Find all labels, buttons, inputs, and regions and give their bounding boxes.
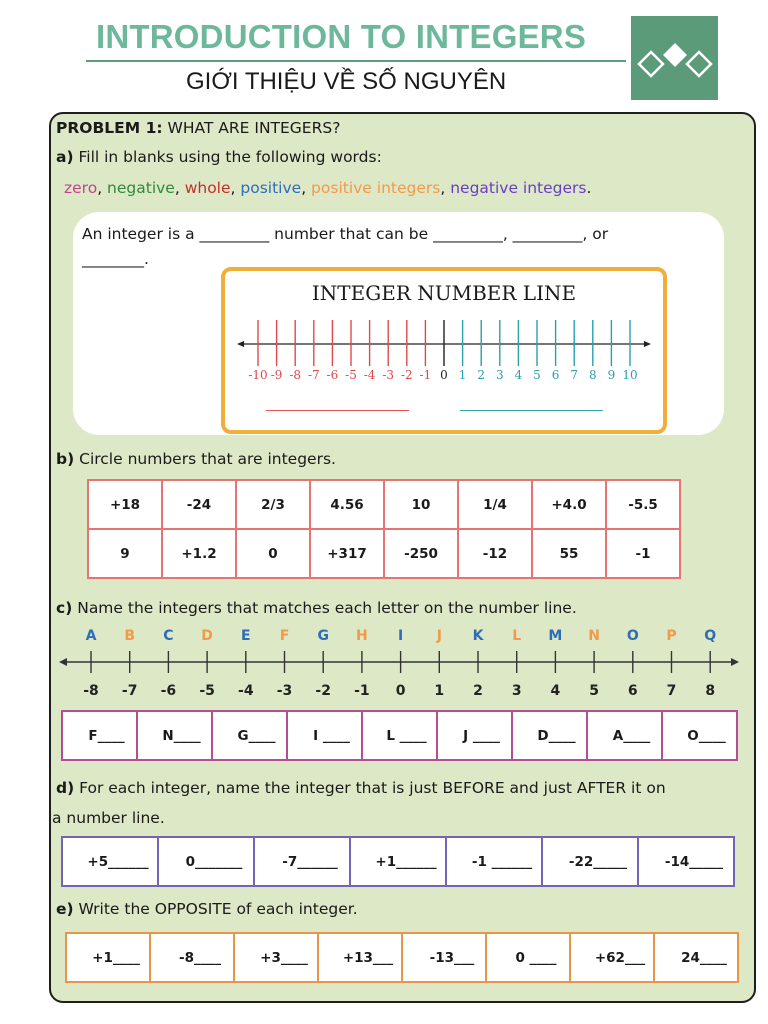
- letter-answer-cell[interactable]: D____: [512, 711, 587, 760]
- number-cell[interactable]: -24: [162, 480, 236, 529]
- tick-label: -5: [199, 683, 215, 699]
- point-letter: L: [512, 628, 522, 644]
- tick-label: 3: [511, 683, 522, 699]
- integers-table: [87, 479, 681, 579]
- letter-answer-cell[interactable]: O____: [662, 711, 737, 760]
- part-b-instruction: b) Circle numbers that are integers.: [56, 450, 336, 468]
- before-after-cell[interactable]: -22_____: [542, 837, 638, 886]
- number-cell[interactable]: 4.56: [310, 480, 384, 529]
- letter-answer-cell[interactable]: A____: [587, 711, 662, 760]
- letter-answer-cell[interactable]: J ____: [437, 711, 512, 760]
- tick-label: -4: [238, 683, 254, 699]
- tick-label: -1: [354, 683, 370, 699]
- tick-label: 5: [589, 683, 599, 699]
- word-separator: ,: [174, 179, 185, 197]
- tick-label: -6: [326, 368, 339, 382]
- title-underline: [86, 60, 626, 62]
- number-cell[interactable]: 10: [384, 480, 458, 529]
- number-cell[interactable]: -250: [384, 529, 458, 578]
- table-row: [88, 529, 680, 578]
- point-letter: J: [436, 628, 442, 644]
- arrow-right-icon: [644, 341, 651, 347]
- number-cell[interactable]: 55: [532, 529, 606, 578]
- fill-sentence-line2: ________.: [82, 250, 149, 268]
- letter-answer-cell[interactable]: G____: [212, 711, 287, 760]
- worksheet-subtitle: GIỚI THIỆU VỀ SỐ NGUYÊN: [186, 68, 507, 95]
- before-after-cell[interactable]: -14_____: [638, 837, 734, 886]
- diamonds-icon: [631, 16, 718, 100]
- tick-label: -3: [382, 368, 395, 382]
- word-separator: .: [586, 179, 592, 197]
- word-positive-integers: positive integers: [311, 179, 441, 197]
- tick-label: -4: [363, 368, 376, 382]
- letter-answer-cell[interactable]: L ____: [362, 711, 437, 760]
- opposite-table: [65, 932, 739, 983]
- fill-sentence-line1: An integer is a _________ number that can be _________, _________, or: [82, 225, 609, 243]
- integer-number-line: [225, 300, 665, 390]
- tick-label: 7: [570, 368, 579, 382]
- tick-label: 7: [666, 683, 677, 699]
- number-cell[interactable]: 0: [236, 529, 310, 578]
- before-after-table: [61, 836, 735, 887]
- letter-answer-cell[interactable]: F____: [62, 711, 137, 760]
- before-after-cell[interactable]: +5______: [62, 837, 158, 886]
- table-row: [62, 837, 734, 886]
- tick-label: -1: [419, 368, 432, 382]
- word-whole: whole: [184, 179, 231, 197]
- tick-label: 10: [622, 368, 638, 382]
- part-a-instruction: a) Fill in blanks using the following words:: [56, 148, 382, 166]
- number-cell[interactable]: 1/4: [458, 480, 532, 529]
- number-cell[interactable]: 2/3: [236, 480, 310, 529]
- number-cell[interactable]: +4.0: [532, 480, 606, 529]
- tick-label: -2: [315, 683, 331, 699]
- table-row: [66, 933, 738, 982]
- before-after-cell[interactable]: 0_______: [158, 837, 254, 886]
- part-d-instruction-line2: a number line.: [52, 809, 165, 827]
- point-letter: M: [548, 628, 563, 644]
- tick-label: -6: [160, 683, 177, 699]
- number-cell[interactable]: +18: [88, 480, 162, 529]
- tick-label: 6: [551, 368, 560, 382]
- opposite-cell[interactable]: +13___: [318, 933, 402, 982]
- before-after-cell[interactable]: +1______: [350, 837, 446, 886]
- word-separator: ,: [97, 179, 108, 197]
- point-letter: A: [85, 628, 97, 644]
- tick-label: 0: [395, 683, 406, 699]
- point-letter: F: [279, 628, 290, 644]
- before-after-cell[interactable]: -1 ______: [446, 837, 542, 886]
- tick-label: 4: [550, 683, 561, 699]
- point-letter: G: [317, 628, 329, 644]
- opposite-cell[interactable]: 24____: [654, 933, 738, 982]
- tick-label: 2: [477, 368, 486, 382]
- point-letter: C: [163, 628, 174, 644]
- tick-label: 8: [705, 683, 716, 699]
- problem-title: WHAT ARE INTEGERS?: [167, 119, 341, 137]
- tick-label: 1: [434, 683, 445, 699]
- letter-answers-table: [61, 710, 738, 761]
- number-cell[interactable]: -1: [606, 529, 680, 578]
- number-cell[interactable]: -12: [458, 529, 532, 578]
- tick-label: -3: [276, 683, 293, 699]
- tick-label: 0: [440, 368, 448, 382]
- letter-answer-cell[interactable]: I ____: [287, 711, 362, 760]
- word-separator: ,: [301, 179, 312, 197]
- before-after-cell[interactable]: -7______: [254, 837, 350, 886]
- number-cell[interactable]: +317: [310, 529, 384, 578]
- word-separator: ,: [230, 179, 241, 197]
- arrow-left-icon: [237, 341, 244, 347]
- point-letter: I: [397, 628, 404, 644]
- point-letter: D: [201, 628, 213, 644]
- tick-label: 9: [607, 368, 616, 382]
- tick-label: -5: [345, 368, 357, 382]
- tick-label: -7: [307, 368, 320, 382]
- arrow-right-icon: [731, 658, 739, 666]
- number-cell[interactable]: +1.2: [162, 529, 236, 578]
- opposite-cell[interactable]: -8____: [150, 933, 234, 982]
- tick-label: -2: [400, 368, 413, 382]
- number-line-title: INTEGER NUMBER LINE: [311, 281, 577, 305]
- table-row: [62, 711, 737, 760]
- point-letter: P: [666, 628, 677, 644]
- opposite-cell[interactable]: 0 ____: [486, 933, 570, 982]
- word-bank: [64, 179, 591, 197]
- worksheet-title: INTRODUCTION TO INTEGERS: [96, 18, 587, 55]
- part-c-instruction: c) Name the integers that matches each letter on the number line.: [56, 599, 577, 617]
- point-letter: K: [472, 628, 484, 644]
- point-letter: Q: [704, 628, 717, 644]
- part-d-instruction-line1: d) For each integer, name the integer that is just BEFORE and just AFTER it on: [56, 779, 666, 797]
- positive-blank: ______________________: [460, 397, 603, 412]
- tick-label: 8: [588, 368, 597, 382]
- tick-label: -8: [289, 368, 302, 382]
- letter-answer-cell[interactable]: N____: [137, 711, 212, 760]
- opposite-cell[interactable]: +1____: [66, 933, 150, 982]
- point-letter: H: [356, 628, 368, 644]
- point-letter: N: [588, 628, 600, 644]
- tick-label: -10: [248, 368, 268, 382]
- point-letter: E: [241, 628, 251, 644]
- tick-label: -7: [121, 683, 138, 699]
- letter-number-line: [52, 622, 752, 704]
- table-row: [88, 480, 680, 529]
- point-letter: B: [124, 628, 136, 644]
- arrow-left-icon: [59, 658, 67, 666]
- tick-label: -8: [83, 683, 99, 699]
- opposite-cell[interactable]: +3____: [234, 933, 318, 982]
- word-separator: ,: [440, 179, 451, 197]
- word-zero: zero: [64, 179, 98, 197]
- opposite-cell[interactable]: +62___: [570, 933, 654, 982]
- word-negative: negative: [107, 179, 175, 197]
- number-cell[interactable]: -5.5: [606, 480, 680, 529]
- tick-label: 1: [458, 368, 467, 382]
- part-e-instruction: e) Write the OPPOSITE of each integer.: [56, 900, 358, 918]
- tick-label: -9: [270, 368, 283, 382]
- logo: [631, 16, 718, 100]
- number-cell[interactable]: 9: [88, 529, 162, 578]
- problem-label: PROBLEM 1:: [56, 119, 163, 137]
- negative-blank: ______________________: [266, 397, 409, 412]
- problem-heading: [56, 119, 340, 137]
- tick-label: 6: [627, 683, 638, 699]
- point-letter: O: [626, 628, 639, 644]
- tick-label: 2: [473, 683, 483, 699]
- tick-label: 5: [533, 368, 541, 382]
- tick-label: 3: [495, 368, 504, 382]
- word-negative-integers: negative integers: [450, 179, 587, 197]
- opposite-cell[interactable]: -13___: [402, 933, 486, 982]
- tick-label: 4: [514, 368, 523, 382]
- word-positive: positive: [240, 179, 302, 197]
